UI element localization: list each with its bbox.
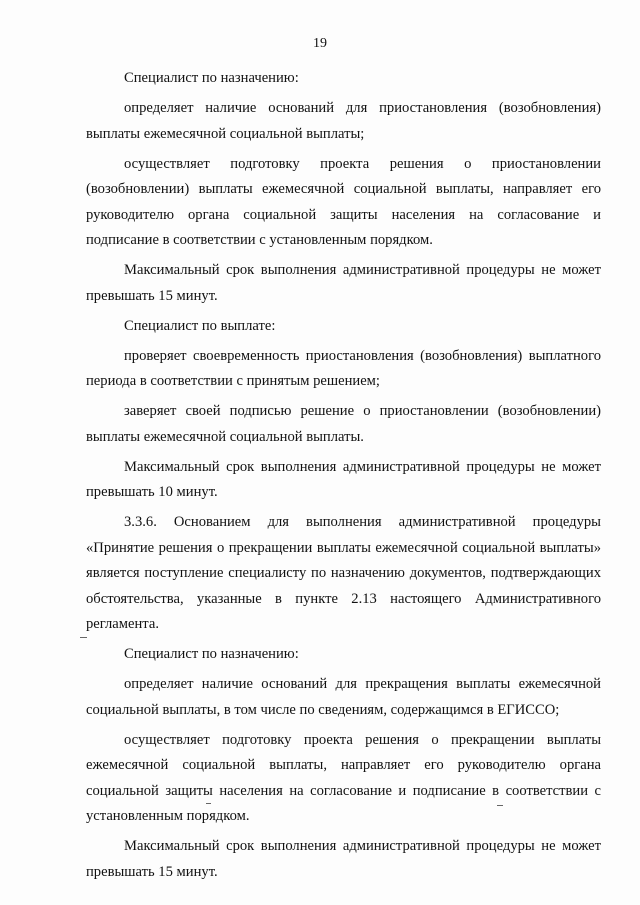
paragraph-max-time-10-min: Максимальный срок выполнения административной процедуры не может превышать 10 минут. <box>86 458 601 500</box>
paragraph-certify-signature: заверяет своей подписью решение о приостановлении (возобновлении) выплаты ежемесячной социальной выплаты. <box>86 403 601 445</box>
paragraph-determine-suspension-grounds: определяет наличие оснований для приостановления (возобновления) выплаты ежемесячной социальной выплаты; <box>86 100 601 142</box>
paragraph-determine-termination-grounds: определяет наличие оснований для прекращения выплаты ежемесячной социальной выплаты, в том числе по сведениям, содержащимся в ЕГИССО; <box>86 676 601 718</box>
page-number: 19 <box>313 36 327 51</box>
paragraph-section-3-3-6: 3.3.6. Основанием для выполнения административной процедуры «Принятие решения о прекращении выплаты ежемесячной социальной выплаты» является поступление специалисту по назначению документов, подтверждающих обстоятельства, указанные в пункте 2.13 настоящего Административного регламента. <box>86 514 601 632</box>
paragraph-max-time-15-min-2: Максимальный срок выполнения административной процедуры не может превышать 15 минут. <box>86 838 601 880</box>
paragraph-specialist-assignment-heading-2: Специалист по назначению: <box>124 646 299 662</box>
paragraph-prepare-termination-draft: осуществляет подготовку проекта решения о прекращении выплаты ежемесячной социальной выплаты, направляет его руководителю органа социальной защиты населения на согласование и подписание в соответствии с установленным порядком. <box>86 731 601 824</box>
scan-artifact <box>206 803 211 804</box>
paragraph-check-timeliness: проверяет своевременность приостановления (возобновления) выплатного периода в соответствии с принятым решением; <box>86 347 601 389</box>
paragraph-specialist-payment-heading: Специалист по выплате: <box>124 317 276 334</box>
paragraph-max-time-15-min: Максимальный срок выполнения административной процедуры не может превышать 15 минут. <box>86 262 601 304</box>
paragraph-prepare-suspension-draft: осуществляет подготовку проекта решения о приостановлении (возобновлении) выплаты ежемесячной социальной выплаты, направляет его руководителю органа социальной защиты населения на согласование и подписание в соответствии с установленным порядком. <box>86 155 601 248</box>
document-body <box>86 66 601 890</box>
paragraph-specialist-assignment-heading: Специалист по назначению: <box>124 70 299 86</box>
scan-artifact <box>497 805 503 806</box>
scan-artifact <box>80 637 87 638</box>
